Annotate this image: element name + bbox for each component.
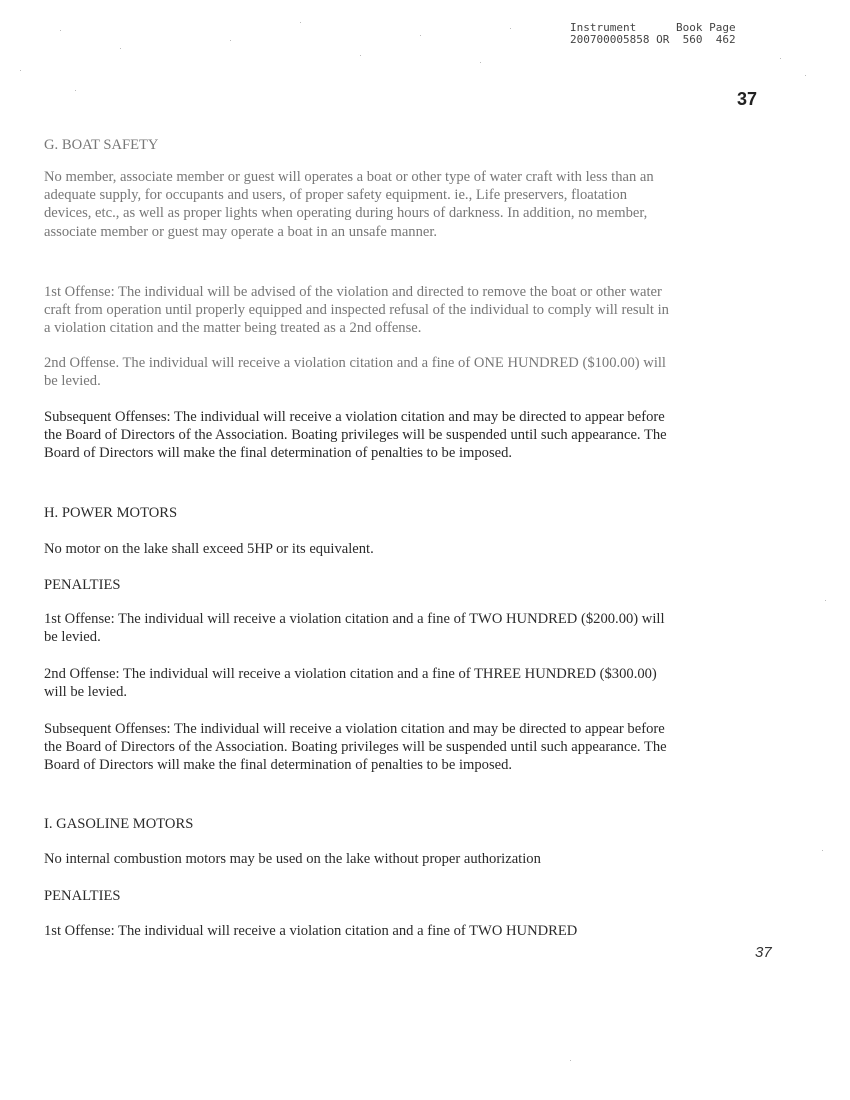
section-h-subsequent-offenses: Subsequent Offenses: The individual will receive a violation citation and may be directed to appear before the Board of Directors of the Association. Boating privileges will be suspended until such appearance. The Board of Directors will make the final determination of penalties to be imposed.	[44, 721, 667, 774]
page-number-bottom: 37	[755, 944, 772, 961]
section-g-subsequent-offenses: Subsequent Offenses: The individual will receive a violation citation and may be directed to appear before the Board of Directors of the Association. Boating privileges will be suspended until such appearance. The Board of Directors will make the final determination of penalties to be imposed.	[44, 409, 667, 462]
section-i-body: No internal combustion motors may be used on the lake without proper authorization	[44, 851, 541, 867]
section-i-penalties: PENALTIES	[44, 888, 121, 904]
section-g-body: No member, associate member or guest will operates a boat or other type of water craft with less than an adequate supply, for occupants and users, of proper safety equipment. ie., Life preservers, floatation devices, etc., as well as proper lights when operating during hours of darkness. In addition, no member, associate member or guest may operate a boat in an unsafe manner.	[44, 169, 654, 240]
section-h-heading: H. POWER MOTORS	[44, 505, 178, 521]
section-i-heading: I. GASOLINE MOTORS	[44, 816, 194, 832]
page-number-top: 37	[737, 89, 758, 109]
stamp-line-1: Instrument Book Page	[570, 21, 736, 34]
section-g-heading: G. BOAT SAFETY	[44, 137, 159, 153]
section-i-first-offense: 1st Offense: The individual will receive a violation citation and a fine of TWO HUNDRED	[44, 923, 578, 939]
stamp-line-2: 200700005858 OR 560 462	[570, 33, 736, 46]
section-g-second-offense: 2nd Offense. The individual will receive a violation citation and a fine of ONE HUNDRED ($100.00) will be levied.	[44, 355, 666, 390]
section-h-second-offense: 2nd Offense: The individual will receive a violation citation and a fine of THREE HUNDRED ($300.00) will be levied.	[44, 666, 657, 701]
section-h-body: No motor on the lake shall exceed 5HP or its equivalent.	[44, 541, 374, 557]
section-g-first-offense: 1st Offense: The individual will be advised of the violation and directed to remove the boat or other water craft from operation until properly equipped and inspected refusal of the individual to comply will result in a violation citation and the matter being treated as a 2nd offense.	[44, 284, 669, 337]
section-h-penalties: PENALTIES	[44, 577, 121, 593]
section-h-first-offense: 1st Offense: The individual will receive a violation citation and a fine of TWO HUNDRED ($200.00) will be levied.	[44, 611, 665, 646]
recording-stamp	[570, 22, 736, 46]
